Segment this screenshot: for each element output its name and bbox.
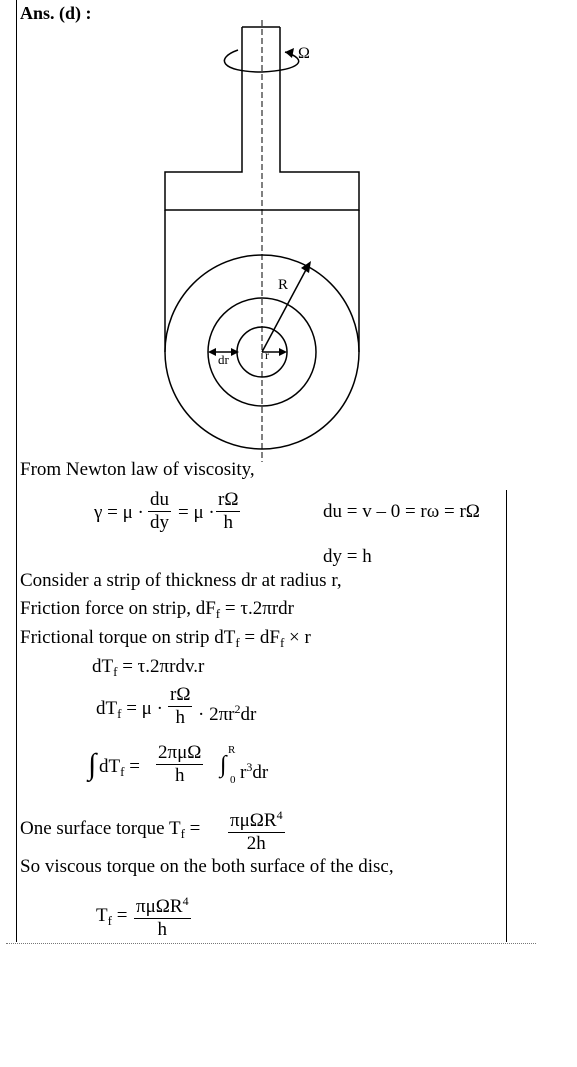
eq1-num2: rΩ (218, 489, 239, 510)
friction-force-line: Friction force on strip, $dF_f = \tau.2\pi rdr$ (20, 598, 294, 621)
bottom-divider (6, 943, 536, 944)
right-border-line (506, 490, 507, 942)
final-fraction: πμΩR$^4$ h (136, 894, 189, 940)
disc-figure (0, 0, 577, 470)
rotation-arrowhead (285, 48, 294, 58)
eq5-definite-integral (220, 744, 240, 788)
one-surface-fraction: πμΩR$^4$ 2h (230, 808, 283, 854)
R-label: R (278, 277, 289, 293)
eq5-upper-limit: R (228, 744, 236, 756)
eq1-left: γ = μ · (94, 502, 144, 523)
one-surface-line: One surface torque $T_f$ = (20, 818, 201, 841)
eq1-num1: du (150, 489, 169, 510)
eq5-integral-sign-2: ∫ (220, 752, 227, 778)
eq1-den1: dy (150, 512, 169, 533)
dr-label: dr (218, 352, 229, 367)
eq1-fraction-du-dy (148, 489, 171, 534)
newton-line: From Newton law of viscosity, (20, 459, 255, 480)
r-arrowhead (279, 348, 287, 356)
both-surface-line: So viscous torque on the both surface of the disc, (20, 856, 394, 877)
eq1-right: du = v – 0 = rω = rΩ (323, 501, 480, 522)
omega-label: Ω (298, 45, 310, 62)
r-label: r (265, 348, 269, 362)
eq5-integral-sign: ∫ (88, 748, 97, 781)
dTf-line: $dT_f = \tau.2\pi rdv.r$ (92, 656, 205, 679)
eq5-lower-limit: 0 (230, 774, 236, 786)
final-left: $T_f$ = (96, 905, 128, 928)
dy-equation: dy = h (323, 546, 372, 567)
eq1-den2: h (223, 512, 233, 533)
eq4-fraction: rΩ h (170, 684, 191, 728)
frictional-torque-line: Frictional torque on strip $dT_f = dF_f \times r$ (20, 627, 311, 650)
eq5-left: $dT_f$ = (99, 756, 140, 779)
eq1-fraction-rOmega-h (216, 489, 240, 534)
eq1-mid: = μ · (178, 502, 215, 523)
strip-line: Consider a strip of thickness dr at radius r, (20, 570, 342, 591)
eq4-left: $dT_f = \mu$ · (96, 698, 163, 721)
dr-arrowhead-left (208, 348, 216, 356)
eq5-fraction: 2πμΩ h (158, 742, 202, 786)
answer-heading: Ans. (d) : (20, 3, 92, 23)
eq5-tail: $r^3dr$ (240, 760, 269, 783)
eq4-tail: · $2\pi r^2dr$ (198, 702, 257, 725)
